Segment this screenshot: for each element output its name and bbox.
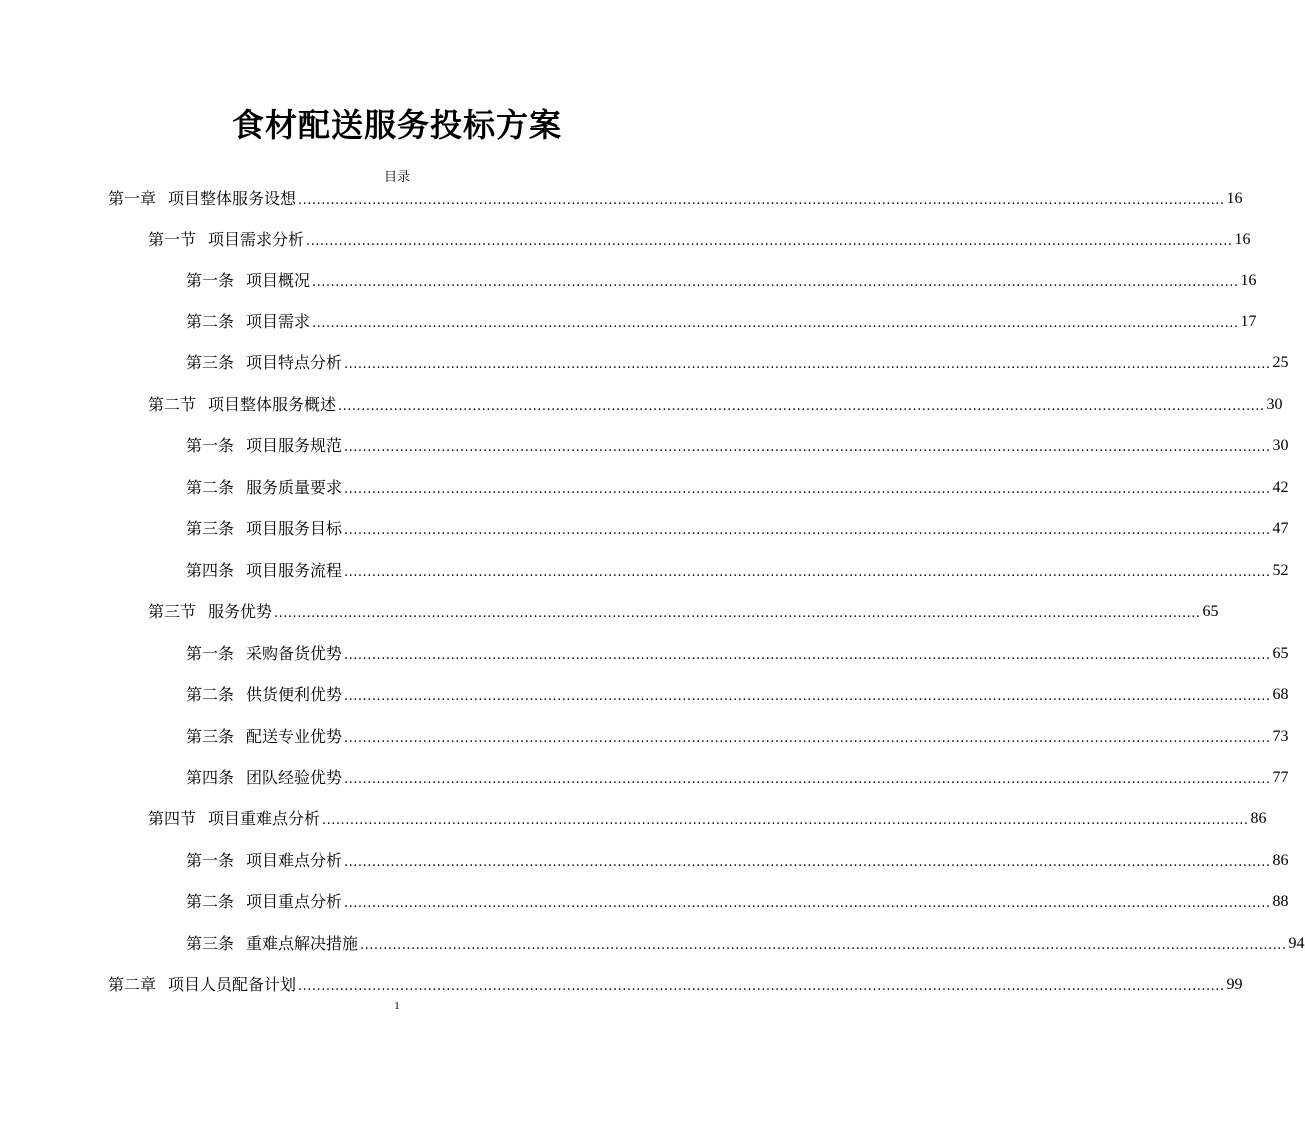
toc-entry-number: 第三节 [148, 602, 197, 621]
toc-entry-section[interactable] [148, 394, 1283, 416]
toc-entry-title: 项目重难点分析 [208, 809, 321, 828]
toc-entry-page: 73 [1272, 728, 1289, 745]
toc-entry-page: 86 [1272, 852, 1289, 869]
toc-entry-article[interactable] [186, 891, 1289, 913]
toc-entry-page: 16 [1240, 272, 1257, 289]
toc-entry-article[interactable] [186, 352, 1289, 374]
leader-dots: ........................................................................................................................................................................................................ [344, 896, 1271, 911]
toc-entry-number: 第三条 [186, 353, 235, 372]
toc-entry-page: 77 [1272, 769, 1289, 786]
leader-dots: ........................................................................................................................................................................................................ [312, 316, 1239, 331]
page-number: 1 [394, 1000, 400, 1012]
toc-entry-article[interactable] [186, 767, 1289, 789]
toc-entry-page: 52 [1272, 562, 1289, 579]
toc-entry-number: 第四条 [186, 561, 235, 580]
toc-entry-section[interactable] [148, 808, 1267, 830]
toc-entry-title: 项目人员配备计划 [168, 975, 297, 994]
toc-entry-number: 第二条 [186, 312, 235, 331]
toc-entry-number: 第一章 [108, 189, 157, 208]
toc-entry-title: 项目服务规范 [246, 436, 343, 455]
toc-entry-article[interactable] [186, 850, 1289, 872]
toc-entry-chapter-2[interactable] [108, 974, 1243, 996]
toc-entry-article[interactable] [186, 933, 1305, 955]
toc-heading: 目录 [383, 170, 410, 185]
leader-dots: ........................................................................................................................................................................................................ [344, 855, 1271, 870]
toc-entry-title: 采购备货优势 [246, 644, 343, 663]
toc-entry-number: 第一条 [186, 436, 235, 455]
toc-entry-article[interactable] [186, 726, 1289, 748]
leader-dots: ........................................................................................................................................................................................................ [344, 357, 1271, 372]
toc-entry-title: 服务优势 [208, 602, 273, 621]
toc-entry-title: 项目概况 [246, 271, 311, 290]
toc-entry-number: 第一条 [186, 271, 235, 290]
toc-entry-page: 25 [1272, 354, 1289, 371]
toc-entry-title: 项目整体服务概述 [208, 395, 337, 414]
toc-entry-title: 项目需求 [246, 312, 311, 331]
toc-entry-title: 重难点解决措施 [246, 934, 359, 953]
toc-entry-article[interactable] [186, 643, 1289, 665]
toc-entry-title: 项目特点分析 [246, 353, 343, 372]
toc-entry-page: 65 [1202, 603, 1219, 620]
toc-entry-section[interactable] [148, 601, 1219, 623]
toc-entry-page: 65 [1272, 645, 1289, 662]
toc-entry-title: 项目服务目标 [246, 519, 343, 538]
toc-entry-title: 供货便利优势 [246, 685, 343, 704]
toc-entry-title: 配送专业优势 [246, 727, 343, 746]
toc-entry-number: 第四节 [148, 809, 197, 828]
toc-entry-article[interactable] [186, 477, 1289, 499]
toc-entry-title: 项目服务流程 [246, 561, 343, 580]
toc-entry-page: 42 [1272, 479, 1289, 496]
leader-dots: ........................................................................................................................................................................................................ [338, 399, 1265, 414]
leader-dots: ........................................................................................................................................................................................................ [306, 234, 1233, 249]
toc-entry-page: 16 [1234, 231, 1251, 248]
toc-entry-number: 第二条 [186, 892, 235, 911]
toc-entry-title: 服务质量要求 [246, 478, 343, 497]
leader-dots: ........................................................................................................................................................................................................ [344, 482, 1271, 497]
toc-entry-number: 第三条 [186, 934, 235, 953]
leader-dots: ........................................................................................................................................................................................................ [344, 565, 1271, 580]
toc-entry-number: 第二节 [148, 395, 197, 414]
leader-dots: ........................................................................................................................................................................................................ [344, 772, 1271, 787]
leader-dots: ........................................................................................................................................................................................................ [274, 606, 1201, 621]
toc-entry-chapter-1[interactable] [108, 188, 1243, 210]
toc-entry-number: 第三条 [186, 519, 235, 538]
toc-entry-title: 项目难点分析 [246, 851, 343, 870]
toc-entry-page: 16 [1226, 190, 1243, 207]
toc-entry-article[interactable] [186, 684, 1289, 706]
leader-dots: ........................................................................................................................................................................................................ [344, 440, 1271, 455]
toc-entry-number: 第二条 [186, 685, 235, 704]
toc-entry-page: 68 [1272, 686, 1289, 703]
leader-dots: ........................................................................................................................................................................................................ [344, 523, 1271, 538]
toc-entry-number: 第一节 [148, 230, 197, 249]
toc-entry-article[interactable] [186, 270, 1257, 292]
toc-entry-number: 第三条 [186, 727, 235, 746]
leader-dots: ........................................................................................................................................................................................................ [298, 193, 1225, 208]
toc-entry-number: 第一条 [186, 644, 235, 663]
toc-entry-section[interactable] [148, 229, 1251, 251]
toc-entry-page: 86 [1250, 810, 1267, 827]
toc-entry-article[interactable] [186, 560, 1289, 582]
leader-dots: ........................................................................................................................................................................................................ [344, 689, 1271, 704]
toc-entry-number: 第四条 [186, 768, 235, 787]
toc-entry-title: 项目需求分析 [208, 230, 305, 249]
leader-dots: ........................................................................................................................................................................................................ [298, 979, 1225, 994]
toc-entry-page: 17 [1240, 313, 1257, 330]
document-title: 食材配送服务投标方案 [231, 106, 562, 144]
toc-entry-article[interactable] [186, 311, 1257, 333]
leader-dots: ........................................................................................................................................................................................................ [344, 648, 1271, 663]
toc-entry-title: 项目重点分析 [246, 892, 343, 911]
leader-dots: ........................................................................................................................................................................................................ [344, 731, 1271, 746]
toc-entry-number: 第二条 [186, 478, 235, 497]
toc-entry-title: 项目整体服务设想 [168, 189, 297, 208]
toc-entry-page: 47 [1272, 520, 1289, 537]
leader-dots: ........................................................................................................................................................................................................ [312, 275, 1239, 290]
toc-entry-number: 第二章 [108, 975, 157, 994]
toc-entry-page: 94 [1288, 935, 1305, 952]
toc-entry-page: 99 [1226, 976, 1243, 993]
toc-entry-page: 30 [1272, 437, 1289, 454]
toc-entry-article[interactable] [186, 435, 1289, 457]
toc-entry-number: 第一条 [186, 851, 235, 870]
toc-entry-page: 88 [1272, 893, 1289, 910]
toc-entry-page: 30 [1266, 396, 1283, 413]
toc-entry-article[interactable] [186, 518, 1289, 540]
leader-dots: ........................................................................................................................................................................................................ [322, 813, 1249, 828]
leader-dots: ........................................................................................................................................................................................................ [360, 938, 1287, 953]
toc-entry-title: 团队经验优势 [246, 768, 343, 787]
